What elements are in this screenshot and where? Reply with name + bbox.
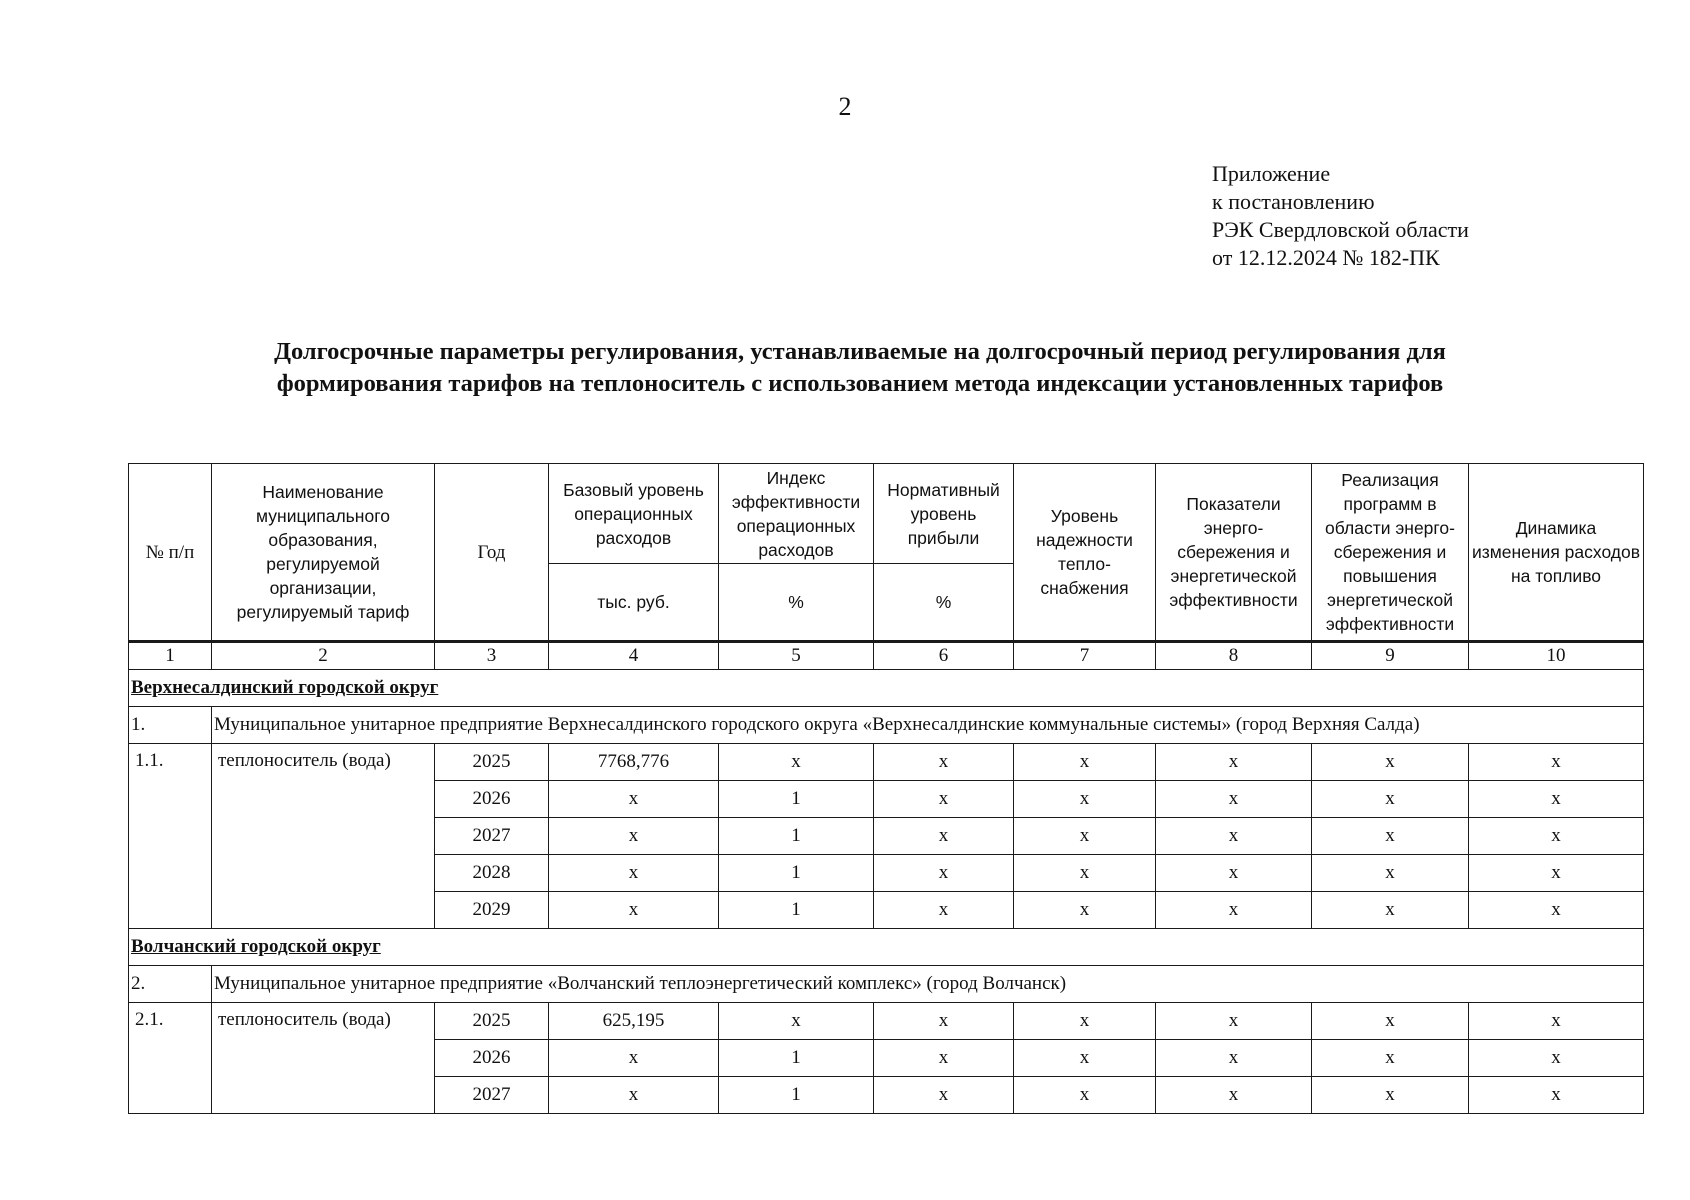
table-cell: x <box>1312 855 1469 892</box>
table-cell: x <box>874 1077 1014 1114</box>
title-line: Долгосрочные параметры регулирования, устанавливаемые на долгосрочный период регулирования для <box>274 338 1446 365</box>
header-base-opex: Базовый уровень операционных расходов <box>549 464 719 564</box>
appendix-line: Приложение <box>1212 161 1331 186</box>
year-cell: 2025 <box>435 1003 549 1040</box>
table-cell: x <box>1312 1040 1469 1077</box>
table-cell: x <box>1312 818 1469 855</box>
header-programs: Реализация программ в области энерго-сбережения и повышения энергетической эффективности <box>1312 464 1469 642</box>
header-profit-level: Нормативный уровень прибыли <box>874 464 1014 564</box>
organization-row <box>129 707 1644 744</box>
table-cell: 625,195 <box>549 1003 719 1040</box>
table-cell: x <box>1469 1040 1644 1077</box>
table-cell: 1 <box>719 855 874 892</box>
table-cell: 1 <box>719 1077 874 1114</box>
column-number: 7 <box>1014 642 1156 670</box>
table-row <box>129 744 1644 781</box>
table-cell: 1 <box>719 781 874 818</box>
year-cell: 2028 <box>435 855 549 892</box>
table-cell: x <box>1312 744 1469 781</box>
item-name: теплоноситель (вода) <box>212 1003 435 1114</box>
table-cell: x <box>874 855 1014 892</box>
organization-number: 2. <box>129 966 212 1003</box>
table-cell: x <box>1156 892 1312 929</box>
organization-number: 1. <box>129 707 212 744</box>
item-number: 2.1. <box>129 1003 212 1114</box>
column-number: 10 <box>1469 642 1644 670</box>
table-cell: x <box>874 818 1014 855</box>
column-number: 6 <box>874 642 1014 670</box>
header-fuel-dynamics: Динамика изменения расходов на топливо <box>1469 464 1644 642</box>
table-cell: 1 <box>719 818 874 855</box>
column-number: 2 <box>212 642 435 670</box>
table-cell: x <box>1014 781 1156 818</box>
year-cell: 2027 <box>435 818 549 855</box>
table-cell: x <box>1312 1077 1469 1114</box>
group-name: Верхнесалдинский городской округ <box>129 670 1644 707</box>
table-cell: x <box>874 1040 1014 1077</box>
organization-name: Муниципальное унитарное предприятие Верхнесалдинского городского округа «Верхнесалдинские коммунальные системы» (город Верхняя Салда) <box>212 707 1644 744</box>
document-title <box>160 336 1560 400</box>
unit-thousand-rub: тыс. руб. <box>549 564 719 642</box>
year-cell: 2026 <box>435 781 549 818</box>
table-cell: x <box>1469 1077 1644 1114</box>
page-number: 2 <box>838 92 852 121</box>
table-cell: x <box>1014 855 1156 892</box>
year-cell: 2027 <box>435 1077 549 1114</box>
group-name: Волчанский городской округ <box>129 929 1644 966</box>
table-cell: x <box>549 855 719 892</box>
table-cell: x <box>1014 744 1156 781</box>
column-number: 1 <box>129 642 212 670</box>
appendix-block <box>1212 160 1469 272</box>
column-number: 4 <box>549 642 719 670</box>
table-cell: x <box>549 1040 719 1077</box>
header-number: № п/п <box>129 464 212 642</box>
item-name: теплоноситель (вода) <box>212 744 435 929</box>
column-number: 5 <box>719 642 874 670</box>
table-cell: x <box>1156 744 1312 781</box>
table-cell: x <box>1156 1003 1312 1040</box>
table-cell: x <box>1312 1003 1469 1040</box>
column-number-row <box>129 642 1644 670</box>
year-cell: 2026 <box>435 1040 549 1077</box>
table-cell: x <box>1156 818 1312 855</box>
title-line: формирования тарифов на теплоноситель с использованием метода индексации установленных тарифов <box>276 370 1444 397</box>
appendix-line: от 12.12.2024 № 182-ПК <box>1212 245 1440 270</box>
table-cell: x <box>1014 1077 1156 1114</box>
table-cell: x <box>1014 818 1156 855</box>
table-cell: 1 <box>719 892 874 929</box>
unit-percent: % <box>719 564 874 642</box>
table-cell: x <box>1469 818 1644 855</box>
group-row <box>129 929 1644 966</box>
table-cell: x <box>874 892 1014 929</box>
table-cell: x <box>549 1077 719 1114</box>
table-cell: x <box>1014 1040 1156 1077</box>
table-cell: x <box>874 781 1014 818</box>
table-cell: x <box>874 1003 1014 1040</box>
table-body <box>129 670 1644 1114</box>
table-cell: x <box>549 781 719 818</box>
table-cell: x <box>549 818 719 855</box>
table-cell: x <box>1469 855 1644 892</box>
table-cell: x <box>549 892 719 929</box>
table-cell: x <box>1469 744 1644 781</box>
table-cell: x <box>719 1003 874 1040</box>
table-cell: 1 <box>719 1040 874 1077</box>
appendix-line: РЭК Свердловской области <box>1212 217 1469 242</box>
appendix-line: к постановлению <box>1212 189 1375 214</box>
organization-name: Муниципальное унитарное предприятие «Волчанский теплоэнергетический комплекс» (город Волчанск) <box>212 966 1644 1003</box>
table-cell: x <box>1156 1040 1312 1077</box>
table-cell: 7768,776 <box>549 744 719 781</box>
table-cell: x <box>1156 855 1312 892</box>
table-cell: x <box>1156 1077 1312 1114</box>
table-cell: x <box>1312 781 1469 818</box>
header-reliability: Уровень надежности тепло-снабжения <box>1014 464 1156 642</box>
header-name: Наименование муниципального образования, регулируемой организации, регулируемый тариф <box>212 464 435 642</box>
table-cell: x <box>1014 1003 1156 1040</box>
table-cell: x <box>1014 892 1156 929</box>
item-number: 1.1. <box>129 744 212 929</box>
table-row <box>129 1003 1644 1040</box>
parameters-table <box>128 463 1644 1114</box>
unit-percent: % <box>874 564 1014 642</box>
table-cell: x <box>1469 892 1644 929</box>
year-cell: 2025 <box>435 744 549 781</box>
year-cell: 2029 <box>435 892 549 929</box>
header-energy-saving: Показатели энерго-сбережения и энергетической эффективности <box>1156 464 1312 642</box>
table-cell: x <box>1469 1003 1644 1040</box>
table-cell: x <box>719 744 874 781</box>
header-efficiency-index: Индекс эффективности операционных расходов <box>719 464 874 564</box>
group-row <box>129 670 1644 707</box>
column-number: 8 <box>1156 642 1312 670</box>
header-year: Год <box>435 464 549 642</box>
table-cell: x <box>874 744 1014 781</box>
column-number: 3 <box>435 642 549 670</box>
table-cell: x <box>1312 892 1469 929</box>
organization-row <box>129 966 1644 1003</box>
table-cell: x <box>1469 781 1644 818</box>
table-cell: x <box>1156 781 1312 818</box>
column-number: 9 <box>1312 642 1469 670</box>
